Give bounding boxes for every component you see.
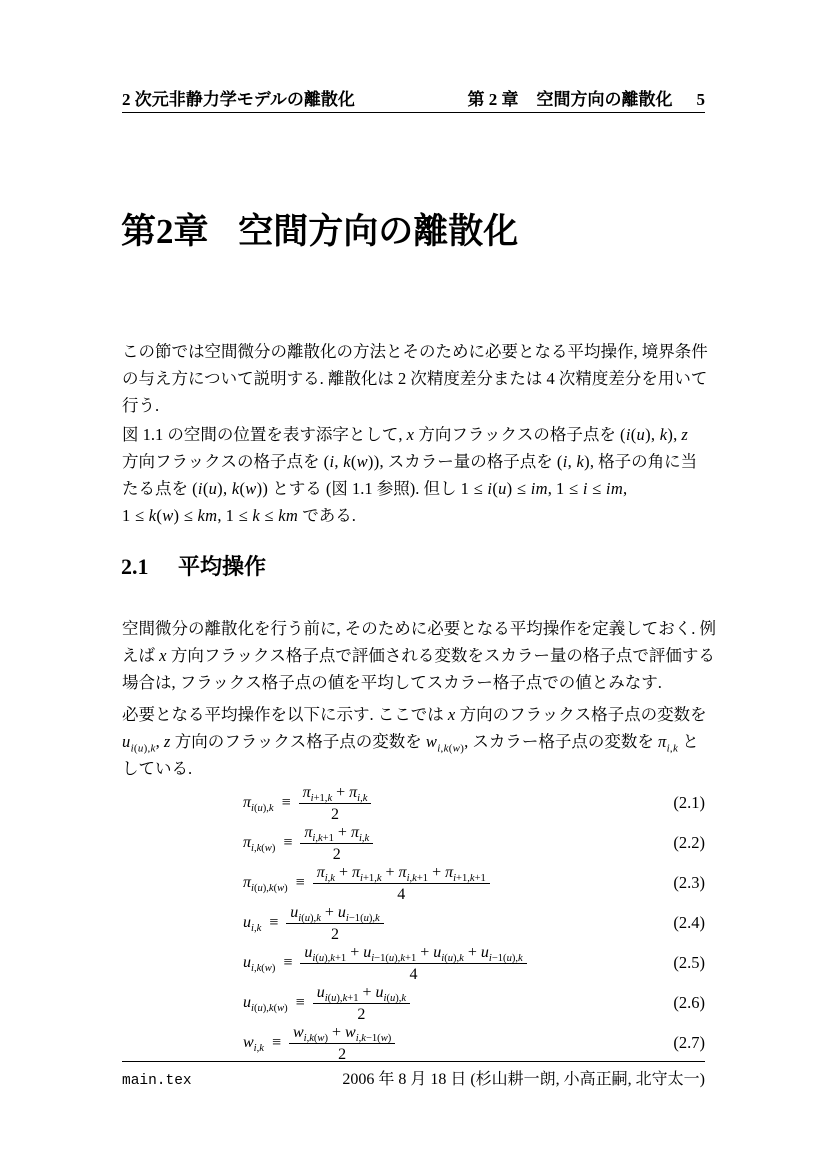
equation-number: (2.2) <box>673 833 705 852</box>
equation-math <box>243 1023 395 1063</box>
fraction <box>300 943 526 983</box>
equation-math <box>243 903 384 943</box>
text-line: 必要となる平均操作を以下に示す. ここでは x 方向のフラックス格子点の変数を <box>122 705 707 724</box>
equation-number: (2.6) <box>673 993 705 1012</box>
paragraph-intro <box>122 338 714 419</box>
equation-number: (2.5) <box>673 953 705 972</box>
fraction <box>299 783 372 823</box>
fraction <box>286 903 383 943</box>
fraction <box>313 863 490 903</box>
section-number: 2.1 <box>121 554 149 579</box>
running-header-left: 2 次元非静力学モデルの離散化 <box>122 90 355 109</box>
equation-math <box>243 863 490 903</box>
equation-lhs: $u_{i,k}$ <box>243 914 262 935</box>
fraction-numerator: $\pi_{i,k+1} + \pi_{i,k}$ <box>300 823 373 844</box>
paragraph-grid-notation <box>122 421 714 529</box>
text-line: 行う. <box>122 396 160 415</box>
page-number: 5 <box>696 90 705 109</box>
fraction-numerator: $u_{i(u),k} + u_{i-1(u),k}$ <box>286 903 383 924</box>
text-line: している. <box>122 759 193 778</box>
text-line: の与え方について説明する. 離散化は 2 次精度差分または 4 次精度差分を用いて <box>122 369 708 388</box>
equiv-symbol: ≡ <box>269 914 279 931</box>
section-heading <box>121 550 266 581</box>
running-header-chapter: 第 2 章 <box>467 90 519 109</box>
paragraph-average-definition <box>122 615 714 696</box>
chapter-number: 第2章 <box>121 212 209 251</box>
running-header <box>122 85 705 110</box>
text-line: 空間微分の離散化を行う前に, そのために必要となる平均操作を定義しておく. 例 <box>122 619 716 638</box>
equation-row <box>243 943 705 983</box>
running-header-title: 空間方向の離散化 <box>536 90 673 109</box>
footer <box>122 1066 705 1089</box>
equation-row <box>243 903 705 943</box>
text-line: たる点を (i(u), k(w)) とする (図 1.1 参照). 但し 1 ≤ i(u) ≤ im, 1 ≤ i ≤ im, <box>122 479 628 498</box>
text-line: $u_{i(u),k}$, z 方向のフラックス格子点の変数を $w_{i,k(w)}$, スカラー格子点の変数を $\pi_{i,k}$ と <box>122 732 699 755</box>
fraction-numerator: $\pi_{i,k} + \pi_{i+1,k} + \pi_{i,k+1} + \pi_{i+1,k+1}$ <box>313 863 490 884</box>
equation-number: (2.4) <box>673 913 705 932</box>
equation-number: (2.7) <box>673 1033 705 1052</box>
fraction-denominator: 2 <box>357 1006 366 1023</box>
footer-filename: main.tex <box>122 1073 192 1089</box>
equation-lhs: $\pi_{i(u),k}$ <box>243 794 274 815</box>
equation-math <box>243 983 410 1023</box>
paragraph-average-variables <box>122 701 714 782</box>
equation-math <box>243 783 371 823</box>
equiv-symbol: ≡ <box>295 874 305 891</box>
fraction-denominator: 2 <box>331 806 340 823</box>
equation-lhs: $\pi_{i(u),k(w)}$ <box>243 874 288 895</box>
fraction <box>289 1023 395 1063</box>
fraction-numerator: $\pi_{i+1,k} + \pi_{i,k}$ <box>299 783 372 804</box>
chapter-heading <box>121 204 518 254</box>
fraction-numerator: $u_{i(u),k+1} + u_{i-1(u),k+1} + u_{i(u),k} + u_{i-1(u),k}$ <box>300 943 526 964</box>
equation-lhs: $\pi_{i,k(w)}$ <box>243 834 276 855</box>
text-line: 方向フラックスの格子点を (i, k(w)), スカラー量の格子点を (i, k), 格子の角に当 <box>122 452 698 471</box>
fraction-denominator: 4 <box>397 886 406 903</box>
equation-math <box>243 943 527 983</box>
fraction <box>300 823 373 863</box>
equation-row <box>243 1023 705 1063</box>
header-rule <box>122 112 705 113</box>
footer-date-authors: 2006 年 8 月 18 日 (杉山耕一朗, 小高正嗣, 北守太一) <box>342 1071 705 1088</box>
text-line: えば x 方向フラックス格子点で評価される変数をスカラー量の格子点で評価する <box>122 646 715 665</box>
running-header-right <box>468 85 706 110</box>
equation-row <box>243 823 705 863</box>
chapter-title: 空間方向の離散化 <box>238 212 519 251</box>
equiv-symbol: ≡ <box>295 994 305 1011</box>
equation-lhs: $u_{i(u),k(w)}$ <box>243 994 288 1015</box>
footer-rule <box>122 1061 705 1062</box>
text-line: 場合は, フラックス格子点の値を平均してスカラー格子点での値とみなす. <box>122 673 662 692</box>
fraction <box>313 983 410 1023</box>
fraction-denominator: 2 <box>332 846 341 863</box>
equation-math <box>243 823 373 863</box>
equiv-symbol: ≡ <box>283 954 293 971</box>
equation-number: (2.1) <box>673 793 705 812</box>
text-line: この節では空間微分の離散化の方法とそのために必要となる平均操作, 境界条件 <box>122 342 708 361</box>
equiv-symbol: ≡ <box>281 794 291 811</box>
text-line: 1 ≤ k(w) ≤ km, 1 ≤ k ≤ km である. <box>122 506 356 525</box>
equiv-symbol: ≡ <box>271 1034 281 1051</box>
equation-lhs: $u_{i,k(w)}$ <box>243 954 276 975</box>
equation-row <box>243 863 705 903</box>
fraction-numerator: $u_{i(u),k+1} + u_{i(u),k}$ <box>313 983 410 1004</box>
equiv-symbol: ≡ <box>283 834 293 851</box>
fraction-denominator: 4 <box>409 966 418 983</box>
equation-lhs: $w_{i,k}$ <box>243 1034 264 1055</box>
section-title: 平均操作 <box>178 554 267 579</box>
equation-number: (2.3) <box>673 873 705 892</box>
equations <box>243 783 705 1063</box>
text-line: 図 1.1 の空間の位置を表す添字として, x 方向フラックスの格子点を (i(u), k), z <box>122 425 689 444</box>
fraction-denominator: 2 <box>331 926 339 943</box>
equation-row <box>243 983 705 1023</box>
fraction-numerator: $w_{i,k(w)} + w_{i,k-1(w)}$ <box>289 1023 395 1044</box>
fraction-denominator: 2 <box>338 1046 347 1063</box>
equation-row <box>243 783 705 823</box>
